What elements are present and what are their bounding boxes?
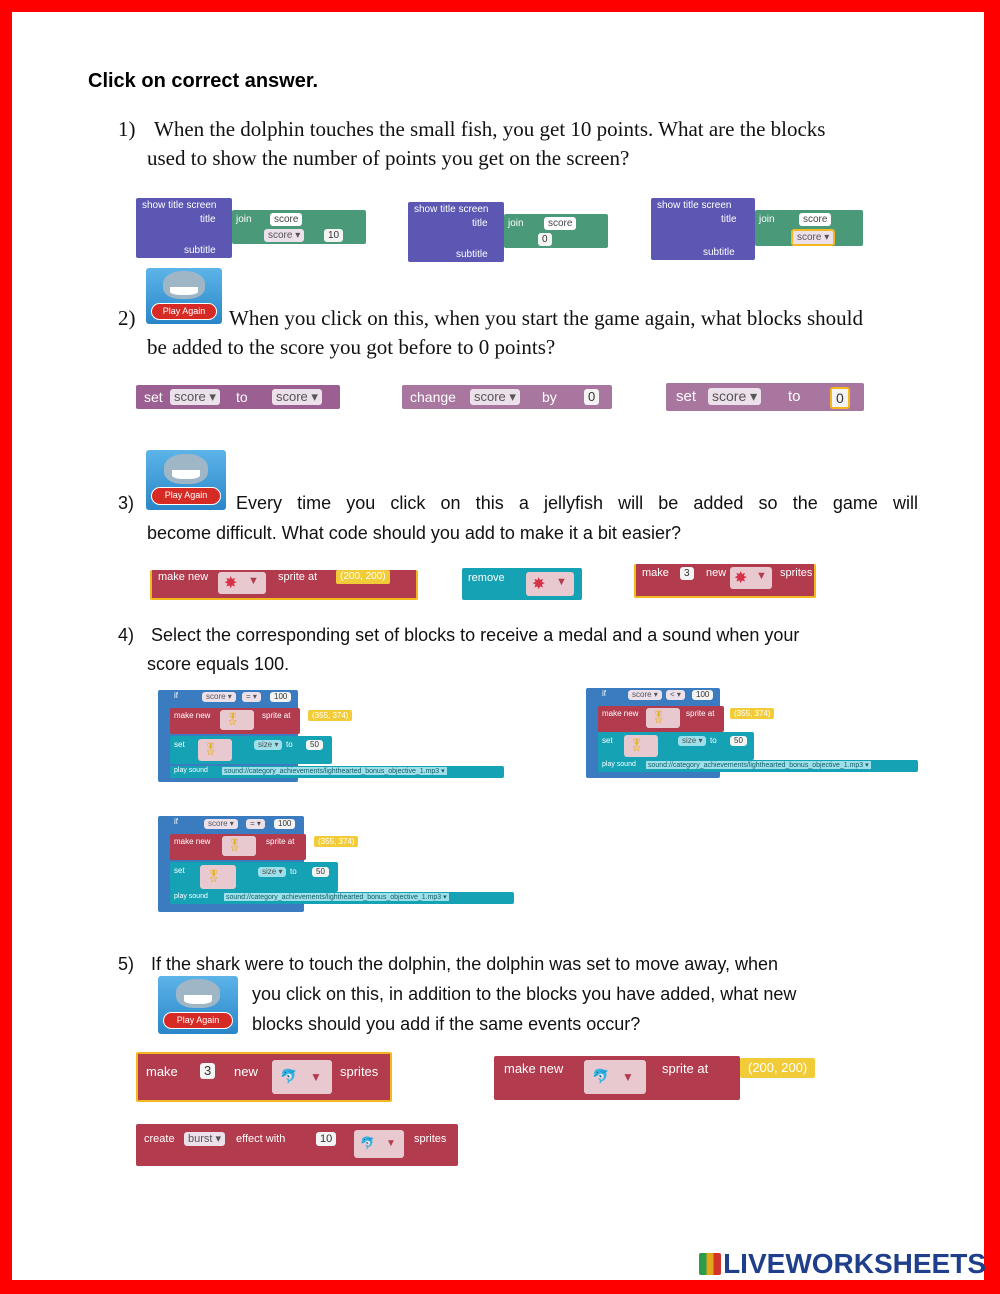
instruction-heading: Click on correct answer.	[88, 70, 319, 92]
jellyfish-icon: ✸	[734, 570, 748, 587]
create-label: create	[144, 1133, 175, 1145]
play-again-label: Play Again	[151, 303, 218, 320]
dolphin-dropdown	[272, 1060, 332, 1094]
chevron-down-icon: ▼	[310, 1070, 322, 1084]
three-slot: 3	[200, 1063, 215, 1079]
q1-text-line1: When the dolphin touches the small fish, you get 10 points. What are the blocks	[154, 117, 826, 141]
q3-option-b[interactable]	[462, 568, 582, 600]
q5-option-c[interactable]	[136, 1124, 458, 1166]
medal-icon: 🎖	[227, 838, 243, 852]
score-var-slot: score ▾	[791, 229, 835, 246]
q4-option-a[interactable]	[158, 690, 504, 782]
q5-option-a[interactable]	[136, 1052, 392, 1102]
sprite-at-label: sprite at	[262, 711, 291, 720]
medal-dropdown	[200, 865, 236, 889]
q4-number: 4)	[118, 625, 135, 645]
score-dropdown: score ▾	[272, 389, 322, 405]
hundred-slot: 100	[274, 819, 295, 829]
liveworksheets-logo	[699, 1248, 986, 1280]
title-label: title	[472, 218, 488, 229]
make-new-label: make new	[174, 711, 211, 720]
jellyfish-dropdown	[218, 572, 266, 594]
q1-number: 1)	[118, 117, 136, 141]
sprite-at-label: sprite at	[278, 571, 318, 583]
by-label: by	[542, 389, 557, 405]
play-again-button-image	[158, 976, 238, 1034]
operator-dropdown: = ▾	[242, 692, 261, 702]
chevron-down-icon: ▼	[622, 1070, 634, 1084]
burst-dropdown: burst ▾	[184, 1132, 225, 1146]
medal-dropdown	[624, 735, 658, 757]
score-dropdown: score ▾	[170, 389, 220, 405]
three-slot: 3	[680, 567, 694, 580]
q1-option-b[interactable]	[408, 202, 608, 262]
remove-label: remove	[468, 572, 505, 584]
q4-text-line1: Select the corresponding set of blocks to receive a medal and a sound when your	[151, 625, 800, 645]
fifty-slot: 50	[730, 736, 747, 746]
medal-dropdown	[222, 836, 256, 856]
shark-icon	[176, 979, 221, 1008]
sprite-at-label: sprite at	[266, 837, 295, 846]
sprites-label: sprites	[780, 567, 813, 579]
dolphin-icon: 🐬	[592, 1068, 610, 1084]
coords-slot: (355, 374)	[308, 710, 352, 721]
to-label: to	[710, 736, 717, 745]
q1-option-a[interactable]	[136, 198, 366, 258]
subtitle-label: subtitle	[703, 247, 735, 258]
coords-slot: (200, 200)	[740, 1058, 815, 1078]
score-dropdown: score ▾	[204, 819, 238, 829]
set-label: set	[602, 736, 613, 745]
medal-dropdown	[198, 739, 232, 761]
sprites-label: sprites	[414, 1133, 447, 1145]
make-new-label: make new	[158, 571, 209, 583]
chevron-down-icon: ▼	[386, 1138, 396, 1149]
jellyfish-dropdown	[730, 567, 772, 589]
jellyfish-icon: ✸	[224, 575, 238, 592]
score-text-slot: score	[270, 213, 302, 226]
new-label: new	[234, 1064, 258, 1079]
score-var-slot: score ▾	[264, 229, 304, 242]
play-sound-label: play sound	[174, 767, 208, 774]
medal-icon: 🎖	[651, 710, 667, 724]
dolphin-icon: 🐬	[280, 1068, 298, 1084]
q2-option-c[interactable]	[666, 383, 864, 411]
coords-slot: (200, 200)	[336, 570, 390, 584]
q5-number: 5)	[118, 954, 135, 974]
set-label: set	[174, 740, 185, 749]
effect-with-label: effect with	[236, 1133, 286, 1145]
liveworksheets-mark-icon	[699, 1253, 721, 1275]
to-label: to	[290, 867, 297, 876]
q3-option-c[interactable]	[634, 564, 816, 598]
to-label: to	[788, 388, 801, 405]
medal-dropdown	[220, 710, 254, 730]
subtitle-label: subtitle	[184, 245, 216, 256]
dolphin-dropdown	[354, 1130, 404, 1158]
make-new-label: make new	[602, 709, 639, 718]
fifty-slot: 50	[306, 740, 323, 750]
new-label: new	[706, 567, 727, 579]
zero-slot: 0	[830, 387, 850, 409]
sprite-at-label: sprite at	[686, 709, 715, 718]
hundred-slot: 100	[692, 690, 713, 700]
q5-text-line2: you click on this, in addition to the blocks you have added, what new	[252, 984, 797, 1004]
subtitle-label: subtitle	[456, 249, 488, 260]
play-again-label: Play Again	[151, 487, 221, 505]
shark-icon	[163, 271, 206, 299]
dolphin-dropdown	[584, 1060, 646, 1094]
play-again-button-image	[146, 268, 222, 324]
sprites-label: sprites	[340, 1064, 379, 1079]
zero-slot: 0	[538, 233, 552, 246]
make-label: make	[146, 1064, 178, 1079]
score-dropdown: score ▾	[202, 692, 236, 702]
sprite-at-label: sprite at	[662, 1061, 709, 1076]
score-dropdown: score ▾	[708, 388, 761, 405]
q2-text-line1: When you click on this, when you start the game again, what blocks should	[229, 306, 863, 330]
play-sound-label: play sound	[174, 893, 208, 900]
join-label: join	[236, 214, 252, 225]
sound-dropdown: sound://category_achievements/lighthearted_bonus_objective_1.mp3 ▾	[226, 894, 447, 901]
make-new-label: make new	[504, 1061, 564, 1076]
q2-option-a[interactable]	[136, 385, 340, 409]
q5-text-line1: If the shark were to touch the dolphin, the dolphin was set to move away, when	[151, 954, 779, 974]
medal-dropdown	[646, 708, 680, 728]
join-label: join	[759, 214, 775, 225]
score-dropdown: score ▾	[470, 389, 520, 405]
ten-slot: 10	[324, 229, 343, 242]
change-label: change	[410, 389, 456, 405]
play-sound-label: play sound	[602, 761, 636, 768]
q1-text-line2: used to show the number of points you get on the screen?	[147, 146, 630, 170]
size-dropdown: size ▾	[258, 867, 286, 877]
operator-dropdown: < ▾	[666, 690, 685, 700]
score-text-slot: score	[799, 213, 831, 226]
q3-option-a[interactable]	[150, 570, 418, 600]
score-text-slot: score	[544, 217, 576, 230]
sound-dropdown: sound://category_achievements/lighthearted_bonus_objective_1.mp3 ▾	[648, 762, 869, 769]
if-label: if	[174, 691, 178, 700]
coords-slot: (355, 374)	[314, 836, 358, 847]
ten-slot: 10	[316, 1132, 336, 1146]
q4-option-b[interactable]	[586, 688, 918, 778]
coords-slot: (355, 374)	[730, 708, 774, 719]
size-dropdown: size ▾	[254, 740, 282, 750]
join-label: join	[508, 218, 524, 229]
operator-dropdown: = ▾	[246, 819, 265, 829]
set-label: set	[676, 388, 697, 405]
q3-text-line1: Every time you click on this a jellyfish will be added so the game will	[236, 493, 918, 513]
title-label: title	[200, 214, 216, 225]
q4-text-line2: score equals 100.	[147, 654, 290, 674]
chevron-down-icon: ▼	[556, 576, 567, 588]
chevron-down-icon: ▼	[248, 575, 259, 587]
medal-icon: 🎖	[629, 738, 645, 752]
make-label: make	[642, 567, 669, 579]
if-label: if	[174, 817, 178, 826]
shark-icon	[164, 454, 209, 484]
set-label: set	[174, 866, 185, 875]
q5-text-line3: blocks should you add if the same events occur?	[252, 1014, 641, 1034]
play-again-button-image	[146, 450, 226, 510]
dolphin-icon: 🐬	[360, 1136, 375, 1150]
chevron-down-icon: ▼	[756, 570, 767, 582]
if-label: if	[602, 689, 606, 698]
sound-dropdown: sound://category_achievements/lighthearted_bonus_objective_1.mp3 ▾	[224, 768, 445, 775]
to-label: to	[236, 389, 248, 405]
to-label: to	[286, 740, 293, 749]
title-label: title	[721, 214, 737, 225]
fifty-slot: 50	[312, 867, 329, 877]
hundred-slot: 100	[270, 692, 291, 702]
zero-slot: 0	[584, 389, 599, 405]
q5-option-b[interactable]	[494, 1056, 740, 1100]
q2-text-line2: be added to the score you got before to 0 points?	[147, 335, 556, 359]
show-title-label: show title screen	[142, 200, 217, 211]
set-label: set	[144, 389, 163, 405]
size-dropdown: size ▾	[678, 736, 706, 746]
play-again-label: Play Again	[163, 1012, 233, 1029]
q1-option-c[interactable]	[651, 198, 863, 260]
q2-number: 2)	[118, 306, 136, 330]
q4-option-c[interactable]	[158, 816, 514, 912]
jellyfish-icon: ✸	[532, 576, 546, 593]
q2-option-b[interactable]	[402, 385, 612, 409]
q3-text-line2: become difficult. What code should you add to make it a bit easier?	[147, 523, 681, 543]
medal-icon: 🎖	[225, 712, 241, 726]
jellyfish-dropdown	[526, 572, 574, 596]
medal-icon: 🎖	[206, 869, 222, 883]
show-title-label: show title screen	[657, 200, 732, 211]
show-title-label: show title screen	[414, 204, 489, 215]
q3-number: 3)	[118, 493, 135, 513]
logo-text: LIVEWORKSHEETS	[723, 1248, 986, 1279]
medal-icon: 🎖	[203, 742, 219, 756]
score-dropdown: score ▾	[628, 690, 662, 700]
make-new-label: make new	[174, 837, 211, 846]
